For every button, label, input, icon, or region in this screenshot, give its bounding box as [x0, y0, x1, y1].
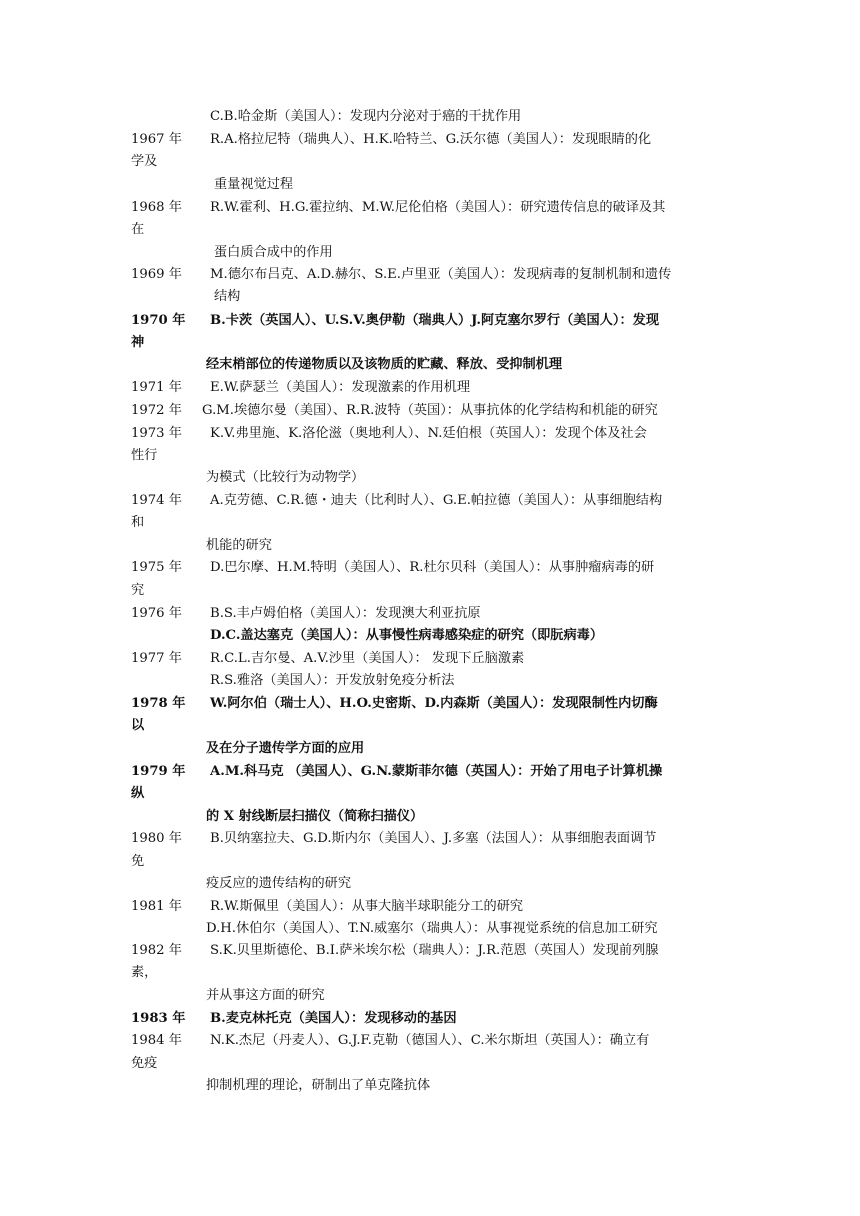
- entry-text: R.S.雅洛（美国人）：开发放射免疫分析法: [210, 673, 455, 688]
- entry-year: 和: [131, 515, 145, 530]
- entry-text: B.麦克林托克（美国人）：发现移动的基因: [210, 1011, 457, 1026]
- entry-year: 学及: [131, 154, 158, 169]
- entry-year: 1982 年: [131, 943, 182, 958]
- entry-year: 1970 年: [131, 313, 186, 328]
- entry-year: 1977 年: [131, 651, 182, 666]
- entry-year: 1972 年: [131, 403, 182, 418]
- entry-text: B.贝纳塞拉夫、G.D.斯内尔（美国人）、J.多塞（法国人）：从事细胞表面调节: [210, 831, 657, 846]
- entry-text: 经末梢部位的传递物质以及该物质的贮藏、释放、受抑制机理: [206, 357, 563, 372]
- entry-text: E.W.萨瑟兰（美国人）：发现激素的作用机理: [210, 380, 471, 395]
- entry-year: 1969 年: [131, 267, 182, 282]
- entry-text: K.V.弗里施、K.洛伦滋（奥地利人）、N.廷伯根（英国人）：发现个体及社会: [210, 426, 647, 441]
- entry-year: 1983 年: [131, 1011, 186, 1026]
- entry-text: A.M.科马克 （美国人）、G.N.蒙斯菲尔德（英国人）：开始了用电子计算机操: [210, 764, 663, 779]
- entry-year: 1967 年: [131, 132, 182, 147]
- entry-text: D.H.休伯尔（美国人）、T.N.威塞尔（瑞典人）：从事视觉系统的信息加工研究: [206, 921, 658, 936]
- entry-text: G.M.埃德尔曼（美国）、R.R.波特（英国）：从事抗体的化学结构和机能的研究: [202, 403, 658, 418]
- entry-text: D.巴尔摩、H.M.特明（美国人）、R.杜尔贝科（美国人）：从事肿瘤病毒的研: [210, 560, 655, 575]
- entry-year: 纵: [131, 786, 145, 801]
- entry-year: 在: [131, 222, 145, 237]
- entry-year: 免疫: [131, 1056, 158, 1071]
- entry-text: W.阿尔伯（瑞士人）、H.O.史密斯、D.内森斯（美国人）：发现限制性内切酶: [210, 696, 658, 711]
- entry-text: B.卡茨（英国人）、U.S.V.奥伊勒（瑞典人）J.阿克塞尔罗行（美国人）：发现: [210, 313, 660, 328]
- entry-year: 以: [131, 718, 145, 733]
- entry-text: R.W.斯佩里（美国人）：从事大脑半球职能分工的研究: [210, 899, 524, 914]
- entry-year: 神: [131, 335, 145, 350]
- entry-text: 抑制机理的理论，研制出了单克隆抗体: [206, 1078, 431, 1093]
- entry-year: 1973 年: [131, 426, 182, 441]
- entry-text: 的 X 射线断层扫描仪（简称扫描仪）: [206, 809, 424, 824]
- entry-year: 1980 年: [131, 831, 182, 846]
- entry-text: 及在分子遗传学方面的应用: [206, 741, 365, 756]
- entry-text: 重量视觉过程: [214, 177, 294, 192]
- entry-year: 1968 年: [131, 200, 182, 215]
- entry-year: 1978 年: [131, 696, 186, 711]
- entry-year: 1975 年: [131, 560, 182, 575]
- entry-year: 1971 年: [131, 380, 182, 395]
- entry-text: C.B.哈金斯（美国人）：发现内分泌对于癌的干扰作用: [210, 109, 522, 124]
- entry-text: 为模式（比较行为动物学）: [206, 470, 365, 485]
- entry-year: 1981 年: [131, 899, 182, 914]
- entry-text: R.C.L.吉尔曼、A.V.沙里（美国人）： 发现下丘脑激素: [210, 651, 525, 666]
- entry-year: 性行: [131, 448, 158, 463]
- entry-text: 机能的研究: [206, 538, 272, 553]
- entry-text: M.德尔布吕克、A.D.赫尔、S.E.卢里亚（美国人）：发现病毒的复制机制和遗传: [210, 267, 672, 282]
- entry-text: R.A.格拉尼特（瑞典人）、H.K.哈特兰、G.沃尔德（美国人）：发现眼睛的化: [210, 132, 652, 147]
- entry-year: 1979 年: [131, 764, 186, 779]
- entry-year: 1976 年: [131, 606, 182, 621]
- entry-text: 疫反应的遗传结构的研究: [206, 876, 352, 891]
- entry-text: R.W.霍利、H.G.霍拉纳、M.W.尼伦伯格（美国人）：研究遗传信息的破译及其: [210, 200, 666, 215]
- entry-year: 1984 年: [131, 1033, 182, 1048]
- entry-text: 蛋白质合成中的作用: [214, 245, 333, 260]
- entry-year: 素，: [131, 965, 158, 980]
- entry-text: A.克劳德、C.R.德・迪夫（比利时人）、G.E.帕拉德（美国人）：从事细胞结构: [210, 493, 663, 508]
- entry-text: 并从事这方面的研究: [206, 988, 325, 1003]
- entry-year: 1974 年: [131, 493, 182, 508]
- entry-text: 结构: [214, 289, 241, 304]
- entry-text: N.K.杰尼（丹麦人）、G.J.F.克勒（德国人）、C.米尔斯坦（英国人）：确立有: [210, 1033, 650, 1048]
- entry-text: B.S.丰卢姆伯格（美国人）：发现澳大利亚抗原: [210, 606, 481, 621]
- entry-text: S.K.贝里斯德伦、B.I.萨米埃尔松（瑞典人）：J.R.范恩（英国人）发现前列腺: [210, 943, 659, 958]
- entry-year: 究: [131, 583, 145, 598]
- entry-text: D.C.盖达塞克（美国人）：从事慢性病毒感染症的研究（即朊病毒）: [210, 628, 604, 643]
- entry-year: 免: [131, 854, 145, 869]
